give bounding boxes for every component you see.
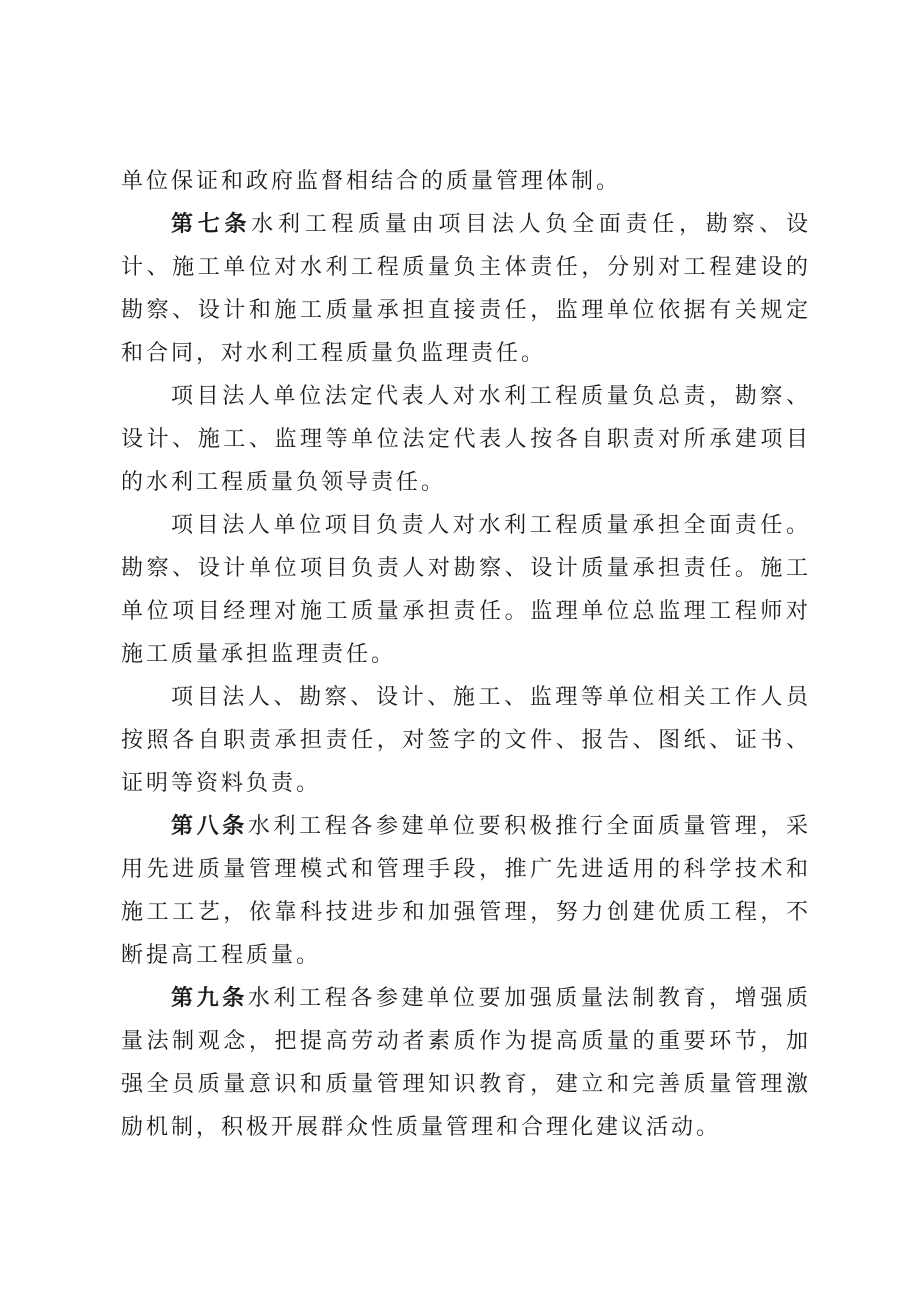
paragraph-article-8: [121, 805, 811, 977]
paragraph-text: 单位保证和政府监督相结合的质量管理体制。: [121, 169, 622, 194]
paragraph-text: 项目法人单位法定代表人对水利工程质量负总责，勘察、设计、施工、监理等单位法定代表人按各自职责对所承建项目的水利工程质量负领导责任。: [121, 384, 811, 495]
article-number: 第八条: [171, 813, 248, 839]
paragraph-project-leader: [121, 504, 811, 676]
article-number: 第九条: [171, 985, 248, 1011]
paragraph-continuation: [121, 160, 811, 203]
document-body: [121, 160, 811, 1149]
paragraph-article-9: [121, 977, 811, 1149]
paragraph-text: 水利工程质量由项目法人负全面责任，勘察、设计、施工单位对水利工程质量负主体责任，分别对工程建设的勘察、设计和施工质量承担直接责任，监理单位依据有关规定和合同，对水利工程质量负监理责任。: [121, 212, 811, 366]
paragraph-staff-responsibility: [121, 676, 811, 805]
paragraph-text: 项目法人单位项目负责人对水利工程质量承担全面责任。勘察、设计单位项目负责人对勘察、设计质量承担责任。施工单位项目经理对施工质量承担责任。监理单位总监理工程师对施工质量承担监理责任。: [121, 513, 811, 667]
paragraph-article-7: [121, 203, 811, 375]
paragraph-legal-representative: [121, 375, 811, 504]
paragraph-text: 水利工程各参建单位要积极推行全面质量管理，采用先进质量管理模式和管理手段，推广先进适用的科学技术和施工工艺，依靠科技进步和加强管理，努力创建优质工程，不断提高工程质量。: [121, 814, 811, 968]
paragraph-text: 水利工程各参建单位要加强质量法制教育，增强质量法制观念，把提高劳动者素质作为提高质量的重要环节，加强全员质量意识和质量管理知识教育，建立和完善质量管理激励机制，积极开展群众性质量管理和合理化建议活动。: [121, 986, 811, 1140]
paragraph-text: 项目法人、勘察、设计、施工、监理等单位相关工作人员按照各自职责承担责任，对签字的文件、报告、图纸、证书、证明等资料负责。: [121, 685, 811, 796]
article-number: 第七条: [171, 211, 252, 237]
